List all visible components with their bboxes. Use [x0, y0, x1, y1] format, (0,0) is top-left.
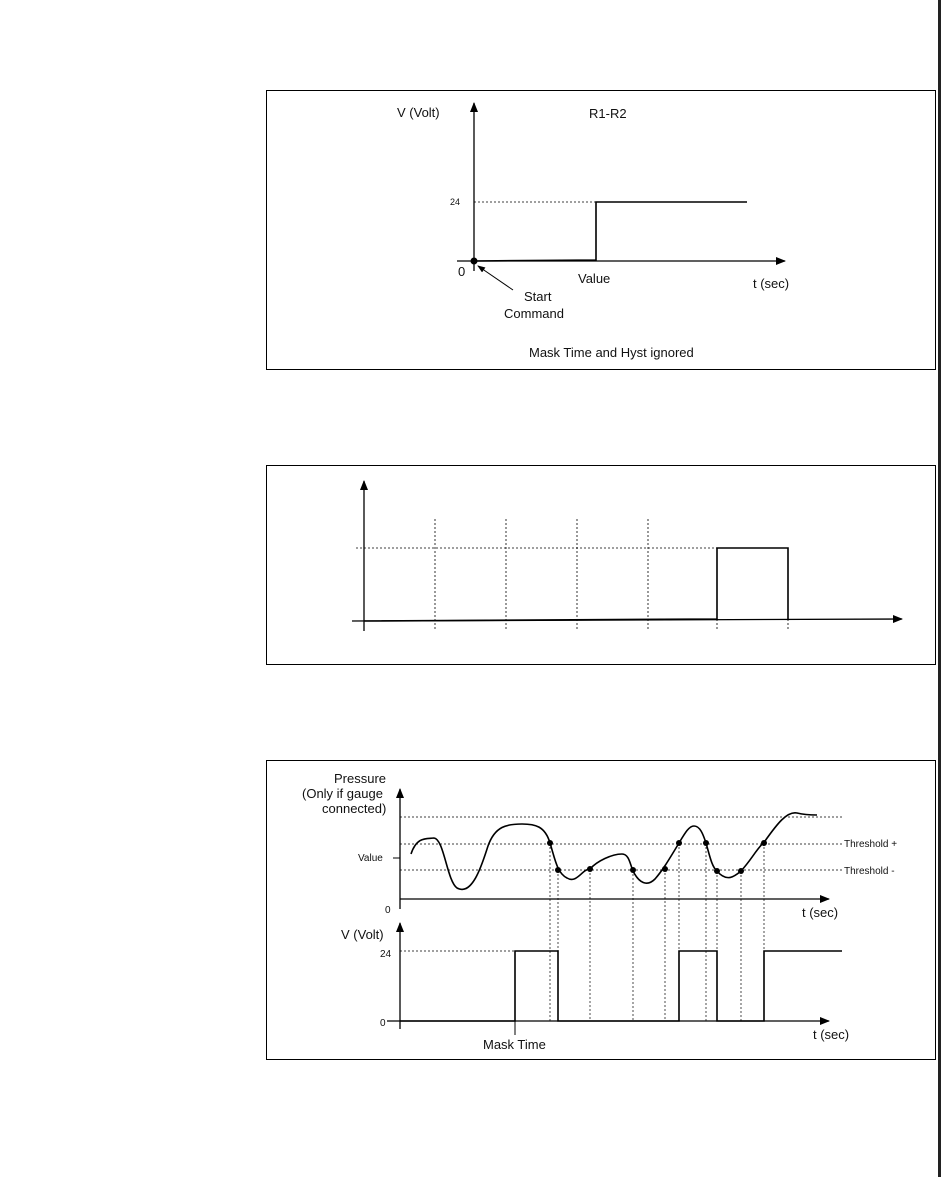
start-point [471, 258, 478, 265]
pressure-curve [411, 813, 817, 890]
x-axis-bottom-label: t (sec) [813, 1027, 850, 1042]
pressure-label: Pressure [334, 771, 387, 786]
diagram-pulse [266, 465, 936, 665]
mask-time-label: Mask Time [483, 1037, 546, 1052]
pulse-trace [364, 548, 788, 621]
value-label: Value [578, 271, 611, 286]
voltage-label: V (Volt) [341, 927, 384, 942]
pressure-label-2: (Only if gauge [302, 786, 383, 801]
origin-label: 0 [458, 264, 466, 279]
diagram-pressure-threshold [266, 760, 936, 1060]
command-label: Command [504, 306, 564, 321]
y-axis-label: V (Volt) [397, 105, 440, 120]
origin-bottom-label: 0 [380, 1018, 386, 1029]
voltage-output-trace [400, 951, 842, 1021]
start-command-arrow [478, 266, 513, 290]
diagram-footer: Mask Time and Hyst ignored [529, 345, 694, 360]
signal-trace [474, 202, 747, 261]
page-edge-rule [938, 0, 941, 1177]
x-axis-label: t (sec) [753, 276, 790, 291]
start-label: Start [524, 289, 552, 304]
pressure-label-3: connected) [322, 801, 387, 816]
level-24-label: 24 [450, 197, 461, 207]
value-label: Value [358, 853, 383, 864]
origin-top-label: 0 [385, 905, 391, 916]
threshold-plus-label: Threshold + [844, 839, 898, 850]
diagram-pulse-svg [267, 466, 937, 666]
diagram-r1-r2 [266, 90, 936, 370]
diagram-title: R1-R2 [589, 106, 627, 121]
level-24-label: 24 [380, 949, 392, 960]
diagram-pressure-svg [267, 761, 937, 1061]
diagram-r1-r2-svg [267, 91, 937, 371]
x-axis-top-label: t (sec) [802, 905, 839, 920]
threshold-minus-label: Threshold - [844, 866, 895, 877]
